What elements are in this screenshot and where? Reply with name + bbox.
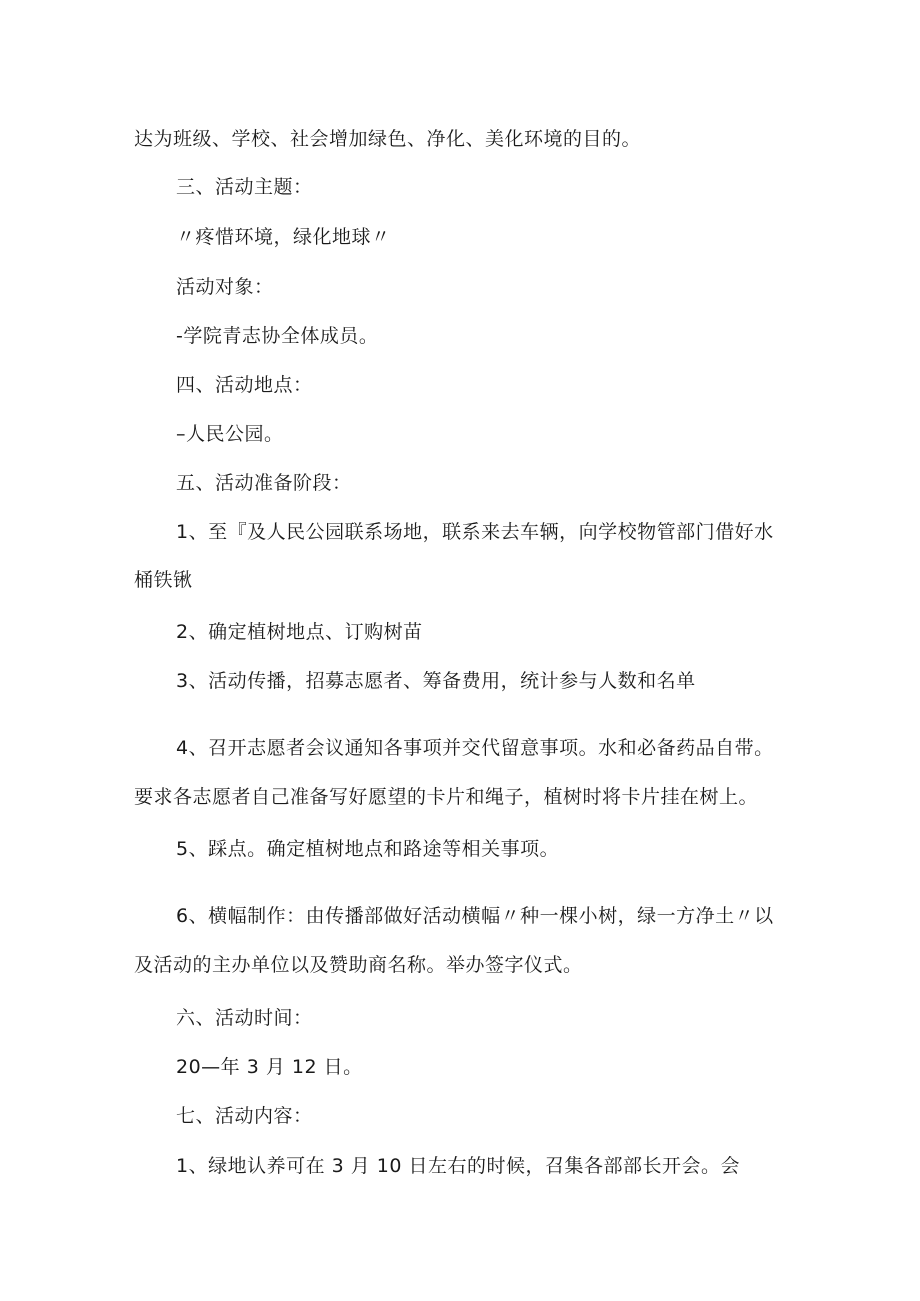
preparation-item-4: 4、召开志愿者会议通知各事项并交代留意事项。水和必备药品自带。: [176, 737, 774, 759]
activity-time-value: 20—年 3 月 12 日。: [176, 1056, 363, 1078]
heading-preparation-stage: 五、活动准备阶段：: [176, 472, 352, 494]
preparation-item-5: 5、踩点。确定植树地点和路途等相关事项。: [176, 838, 560, 860]
paragraph-purpose-continued: 达为班级、学校、社会增加绿色、净化、美化环境的目的。: [134, 128, 642, 150]
heading-activity-time: 六、活动时间：: [176, 1007, 313, 1029]
activity-content-item-1: 1、绿地认养可在 3 月 10 日左右的时候，召集各部部长开会。会: [176, 1155, 741, 1177]
preparation-item-3: 3、活动传播，招募志愿者、筹备费用，统计参与人数和名单: [176, 670, 696, 692]
preparation-item-6: 6、横幅制作：由传播部做好活动横幅〃种一棵小树，绿一方净土〃以: [176, 905, 774, 927]
preparation-item-4-continued: 要求各志愿者自己准备写好愿望的卡片和绳子，植树时将卡片挂在树上。: [134, 786, 759, 808]
activity-theme-slogan: 〃疼惜环境，绿化地球〃: [176, 226, 391, 248]
activity-target-value: -学院青志协全体成员。: [176, 325, 379, 347]
preparation-item-1: 1、至『及人民公园联系场地，联系来去车辆，向学校物管部门借好水: [176, 521, 774, 543]
heading-activity-content: 七、活动内容：: [176, 1105, 313, 1127]
preparation-item-2: 2、确定植树地点、订购树苗: [176, 621, 423, 643]
preparation-item-6-continued: 及活动的主办单位以及赞助商名称。举办签字仪式。: [134, 954, 583, 976]
activity-location-value: –人民公园。: [176, 423, 284, 445]
heading-activity-location: 四、活动地点：: [176, 374, 313, 396]
label-activity-target: 活动对象：: [176, 276, 274, 298]
heading-activity-theme: 三、活动主题：: [176, 176, 313, 198]
preparation-item-1-continued: 桶铁锹: [134, 569, 193, 591]
